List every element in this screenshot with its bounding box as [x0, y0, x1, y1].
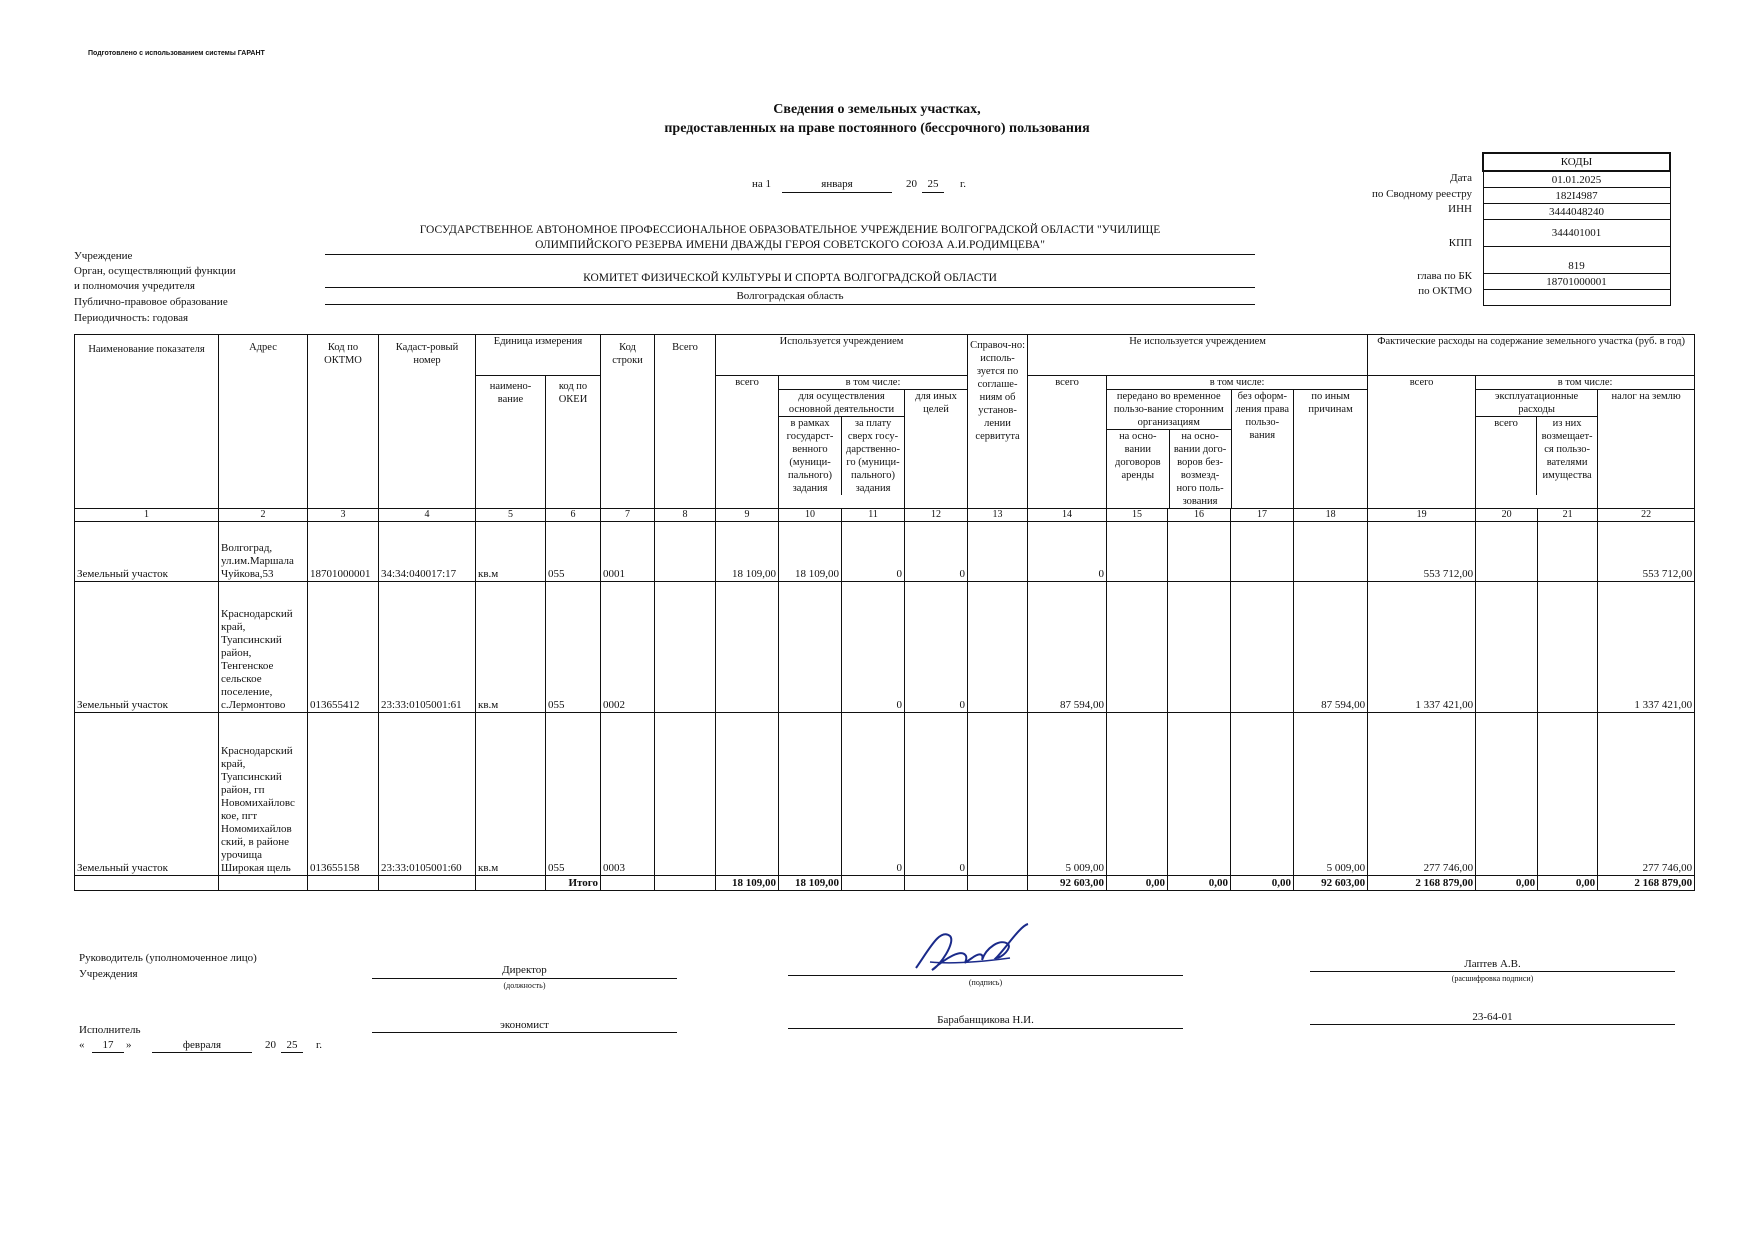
date-suffix: г. — [960, 178, 967, 190]
th-address: Адрес — [219, 335, 308, 509]
address-line: Тенгенское — [221, 660, 274, 672]
row-op-total — [1476, 713, 1538, 876]
row-no-reg — [1231, 713, 1294, 876]
address-line: Краснодарский — [221, 745, 293, 757]
row-other-reasons: 5 009,00 — [1294, 713, 1368, 876]
row-paid-over: 0 — [842, 522, 905, 582]
public-entity-name: Волгоградская область — [736, 290, 844, 302]
table-row — [75, 713, 1695, 876]
row-total — [655, 713, 716, 876]
row-no-reg — [1231, 522, 1294, 582]
th-servitude: Справоч-но: исполь-зуется по соглаше-ниям об установ-лении сервитута — [968, 335, 1028, 509]
row-used-total — [716, 582, 779, 713]
institution-name-line2: ОЛИМПИЙСКОГО РЕЗЕРВА ИМЕНИ ДВАЖДЫ ГЕРОЯ СОВЕТСКОГО СОЮЗА А.И.РОДИМЦЕВА" — [535, 239, 1045, 251]
th-main-activity: для осуществления основной деятельности — [779, 390, 904, 417]
col-num: 20 — [1476, 509, 1538, 522]
date-year-prefix: 20 — [906, 178, 917, 190]
table-row — [75, 522, 1695, 582]
th-not-used: Не используется учреждением — [1028, 335, 1368, 376]
address-line: с.Лермонтово — [221, 699, 286, 711]
document-title-line2: предоставленных на праве постоянного (бессрочного) пользования — [664, 121, 1090, 136]
col-num: 5 — [476, 509, 546, 522]
row-address — [219, 582, 308, 713]
th-exp-incl: в том числе: — [1476, 376, 1695, 390]
code-label-bk: глава по БК — [1417, 270, 1472, 282]
row-oktmo: 013655412 — [308, 582, 379, 713]
row-other-goals: 0 — [905, 713, 968, 876]
row-reimbursed — [1538, 582, 1598, 713]
total-no-reg: 0,00 — [1231, 876, 1294, 891]
row-oktmo: 18701000001 — [308, 522, 379, 582]
total-empty — [476, 876, 546, 891]
row-other-reasons: 87 594,00 — [1294, 582, 1368, 713]
row-lease — [1107, 713, 1168, 876]
executor-position: экономист — [500, 1019, 549, 1031]
th-total: Всего — [655, 335, 716, 509]
head-name: Лаптев А.В. — [1464, 958, 1521, 970]
total-empty — [308, 876, 379, 891]
total-used-total: 18 109,00 — [716, 876, 779, 891]
code-date: 01.01.2025 — [1483, 171, 1670, 188]
row-used-total: 18 109,00 — [716, 522, 779, 582]
founder-name: КОМИТЕТ ФИЗИЧЕСКОЙ КУЛЬТУРЫ И СПОРТА ВОЛГОГРАДСКОЙ ОБЛАСТИ — [583, 272, 997, 284]
row-cadastral: 23:33:0105001:60 — [379, 713, 476, 876]
address-line: район, гп — [221, 784, 265, 796]
total-empty — [655, 876, 716, 891]
handwritten-signature — [910, 918, 1040, 980]
th-operating: эксплуатационные расходы — [1476, 390, 1597, 417]
garant-note: Подготовлено с использованием системы ГАРАНТ — [88, 50, 265, 57]
address-line: край, — [221, 758, 246, 770]
total-land-tax: 2 168 879,00 — [1598, 876, 1695, 891]
row-nu-total: 87 594,00 — [1028, 582, 1107, 713]
total-empty — [968, 876, 1028, 891]
row-reimbursed — [1538, 522, 1598, 582]
total-empty — [905, 876, 968, 891]
label-public-entity: Публично-правовое образование — [74, 296, 228, 308]
row-land-tax: 1 337 421,00 — [1598, 582, 1695, 713]
th-state-task: в рамках государст-венного (муници-пального) задания — [779, 417, 842, 496]
row-name: Земельный участок — [75, 522, 219, 582]
col-num: 13 — [968, 509, 1028, 522]
total-nu-total: 92 603,00 — [1028, 876, 1107, 891]
th-free-use: на осно-вании дого-воров без-возмезд-ного поль-зования — [1173, 431, 1227, 507]
row-cadastral: 23:33:0105001:61 — [379, 582, 476, 713]
col-num: 19 — [1368, 509, 1476, 522]
address-line: Новомихайловс — [221, 797, 295, 809]
address-line: ул.им.Маршала — [221, 555, 294, 567]
col-num: 9 — [716, 509, 779, 522]
row-lease — [1107, 522, 1168, 582]
sign-date-year: 25 — [286, 1039, 298, 1051]
th-no-reg: без оформ-ления права пользо-вания — [1231, 390, 1293, 508]
sign-date-open: « — [79, 1039, 85, 1051]
total-row — [75, 876, 1695, 891]
row-paid-over: 0 — [842, 582, 905, 713]
col-num: 18 — [1294, 509, 1368, 522]
col-num: 22 — [1598, 509, 1695, 522]
signature-caption: (подпись) — [968, 978, 1003, 987]
th-nu-incl: в том числе: — [1107, 376, 1368, 390]
row-okei: 055 — [546, 582, 601, 713]
code-inn: 3444048240 — [1483, 204, 1670, 220]
row-state-task — [779, 582, 842, 713]
row-nu-total: 5 009,00 — [1028, 713, 1107, 876]
row-okei: 055 — [546, 713, 601, 876]
address-line: урочища — [221, 849, 262, 861]
col-num: 6 — [546, 509, 601, 522]
th-land-tax: налог на землю — [1598, 390, 1695, 509]
row-nu-total: 0 — [1028, 522, 1107, 582]
row-unit: кв.м — [476, 713, 546, 876]
row-free-use — [1168, 713, 1231, 876]
row-address — [219, 522, 308, 582]
row-reimbursed — [1538, 713, 1598, 876]
row-code: 0002 — [601, 582, 655, 713]
code-label-registry: по Сводному реестру — [1372, 188, 1472, 200]
row-used-total — [716, 713, 779, 876]
th-nu-total: всего — [1028, 376, 1107, 509]
row-exp-total: 277 746,00 — [1368, 713, 1476, 876]
head-label-1: Руководитель (уполномоченное лицо) — [79, 952, 257, 964]
th-cadastral: Кадаст-ровый номер — [379, 335, 476, 509]
col-num: 15 — [1107, 509, 1168, 522]
total-lease: 0,00 — [1107, 876, 1168, 891]
address-line: край, — [221, 621, 246, 633]
label-founder-2: и полномочия учредителя — [74, 280, 195, 292]
code-registry: 182I4987 — [1483, 188, 1670, 204]
row-servitude — [968, 582, 1028, 713]
th-lease: на осно-вании договоров аренды — [1107, 430, 1169, 509]
th-name: Наименование показателя — [75, 335, 219, 509]
th-reimbursed: из них возмещает-ся пользо-вателями имущества — [1541, 418, 1593, 481]
sign-date-month: февраля — [182, 1039, 222, 1051]
th-okei: код по ОКЕИ — [546, 376, 601, 509]
th-line-code: Код строки — [601, 335, 655, 509]
total-empty — [379, 876, 476, 891]
row-no-reg — [1231, 582, 1294, 713]
total-other-reasons: 92 603,00 — [1294, 876, 1368, 891]
col-num: 11 — [842, 509, 905, 522]
document-title-line1: Сведения о земельных участках, — [773, 102, 981, 117]
executor-name: Барабанщикова Н.И. — [937, 1014, 1034, 1026]
row-servitude — [968, 522, 1028, 582]
row-total — [655, 582, 716, 713]
label-founder-1: Орган, осуществляющий функции — [74, 265, 236, 277]
code-kpp: 344401001 — [1483, 220, 1670, 247]
row-other-reasons — [1294, 522, 1368, 582]
row-state-task: 18 109,00 — [779, 522, 842, 582]
code-bk: 819 — [1483, 247, 1670, 274]
code-label-date: Дата — [1450, 172, 1472, 184]
row-other-goals: 0 — [905, 522, 968, 582]
address-line: Волгоград, — [221, 542, 273, 554]
row-op-total — [1476, 522, 1538, 582]
row-paid-over: 0 — [842, 713, 905, 876]
address-line: Номомихайлов — [221, 823, 292, 835]
row-address — [219, 713, 308, 876]
th-exp-total: всего — [1368, 376, 1476, 509]
executor-phone: 23-64-01 — [1472, 1011, 1513, 1023]
date-year: 25 — [927, 178, 939, 190]
address-line: Краснодарский — [221, 608, 293, 620]
table-row — [75, 582, 1695, 713]
total-op-total: 0,00 — [1476, 876, 1538, 891]
row-name: Земельный участок — [75, 713, 219, 876]
th-other-goals: для иных целей — [905, 390, 968, 509]
address-line: сельское — [221, 673, 262, 685]
col-num: 21 — [1538, 509, 1598, 522]
row-free-use — [1168, 522, 1231, 582]
th-used: Используется учреждением — [716, 335, 968, 376]
code-oktmo: 18701000001 — [1483, 274, 1670, 290]
col-num: 17 — [1231, 509, 1294, 522]
address-line: ский, в районе — [221, 836, 289, 848]
sign-date-year-prefix: 20 — [265, 1039, 276, 1051]
th-other-reasons: по иным причинам — [1294, 390, 1368, 509]
code-label-inn: ИНН — [1448, 203, 1472, 215]
row-code: 0003 — [601, 713, 655, 876]
sign-date-close: » — [126, 1039, 132, 1051]
col-num: 1 — [75, 509, 219, 522]
col-num: 8 — [655, 509, 716, 522]
th-unit: Единица измерения — [476, 335, 601, 376]
row-exp-total: 1 337 421,00 — [1368, 582, 1476, 713]
row-unit: кв.м — [476, 582, 546, 713]
address-line: поселение, — [221, 686, 273, 698]
col-num: 12 — [905, 509, 968, 522]
label-periodicity: Периодичность: годовая — [74, 312, 189, 324]
code-label-oktmo: по ОКТМО — [1418, 285, 1472, 297]
col-num: 3 — [308, 509, 379, 522]
date-prefix: на 1 — [752, 178, 772, 190]
row-land-tax: 553 712,00 — [1598, 522, 1695, 582]
row-okei: 055 — [546, 522, 601, 582]
th-oktmo: Код по ОКТМО — [308, 335, 379, 509]
total-state-task: 18 109,00 — [779, 876, 842, 891]
address-line: Чуйкова,53 — [221, 568, 274, 580]
total-empty — [219, 876, 308, 891]
total-empty — [842, 876, 905, 891]
row-exp-total: 553 712,00 — [1368, 522, 1476, 582]
code-empty — [1483, 290, 1670, 306]
position-caption: (должность) — [503, 981, 546, 990]
th-op-total: всего — [1476, 417, 1537, 496]
total-empty — [75, 876, 219, 891]
col-num: 4 — [379, 509, 476, 522]
column-numbers-row — [75, 509, 1695, 522]
codes-box — [1482, 152, 1671, 306]
row-unit: кв.м — [476, 522, 546, 582]
row-other-goals: 0 — [905, 582, 968, 713]
row-name: Земельный участок — [75, 582, 219, 713]
address-line: кое, пгт — [221, 810, 258, 822]
col-num: 2 — [219, 509, 308, 522]
address-line: Туапсинский — [221, 634, 282, 646]
col-num: 16 — [1168, 509, 1231, 522]
code-label-kpp: КПП — [1448, 237, 1472, 249]
address-line: Широкая щель — [221, 862, 291, 874]
th-expenses: Фактические расходы на содержание земельного участка (руб. в год) — [1368, 335, 1695, 376]
row-servitude — [968, 713, 1028, 876]
head-label-2: Учреждения — [79, 968, 138, 980]
row-total — [655, 522, 716, 582]
total-label: Итого — [546, 876, 601, 891]
row-cadastral: 34:34:040017:17 — [379, 522, 476, 582]
row-free-use — [1168, 582, 1231, 713]
th-unit-name: наимено-вание — [476, 376, 546, 509]
th-used-incl: в том числе: — [779, 376, 968, 390]
sign-date-suffix: г. — [316, 1039, 323, 1051]
th-temp-use: передано во временное пользо-вание сторонним организациям — [1107, 390, 1231, 430]
row-lease — [1107, 582, 1168, 713]
row-state-task — [779, 713, 842, 876]
row-oktmo: 013655158 — [308, 713, 379, 876]
codes-header: КОДЫ — [1483, 153, 1670, 171]
name-caption: (расшифровка подписи) — [1451, 974, 1534, 983]
date-month: января — [821, 178, 853, 190]
institution-name-line1: ГОСУДАРСТВЕННОЕ АВТОНОМНОЕ ПРОФЕССИОНАЛЬНОЕ ОБРАЗОВАТЕЛЬНОЕ УЧРЕЖДЕНИЕ ВОЛГОГРАДСКОЙ ОБЛАСТИ "УЧИЛИЩЕ — [419, 224, 1161, 236]
land-plots-table — [74, 334, 1695, 891]
row-op-total — [1476, 582, 1538, 713]
total-exp-total: 2 168 879,00 — [1368, 876, 1476, 891]
sign-date-day: 17 — [102, 1039, 114, 1051]
th-paid-over: за плату сверх госу-дарственно-го (муници-пального) задания — [845, 418, 901, 494]
address-line: район, — [221, 647, 252, 659]
head-position: Директор — [502, 964, 547, 976]
executor-label: Исполнитель — [79, 1024, 141, 1036]
total-reimbursed: 0,00 — [1538, 876, 1598, 891]
row-land-tax: 277 746,00 — [1598, 713, 1695, 876]
label-institution: Учреждение — [74, 250, 133, 262]
col-num: 10 — [779, 509, 842, 522]
col-num: 7 — [601, 509, 655, 522]
th-used-total: всего — [716, 376, 779, 509]
col-num: 14 — [1028, 509, 1107, 522]
address-line: Туапсинский — [221, 771, 282, 783]
total-free-use: 0,00 — [1168, 876, 1231, 891]
row-code: 0001 — [601, 522, 655, 582]
total-empty — [601, 876, 655, 891]
